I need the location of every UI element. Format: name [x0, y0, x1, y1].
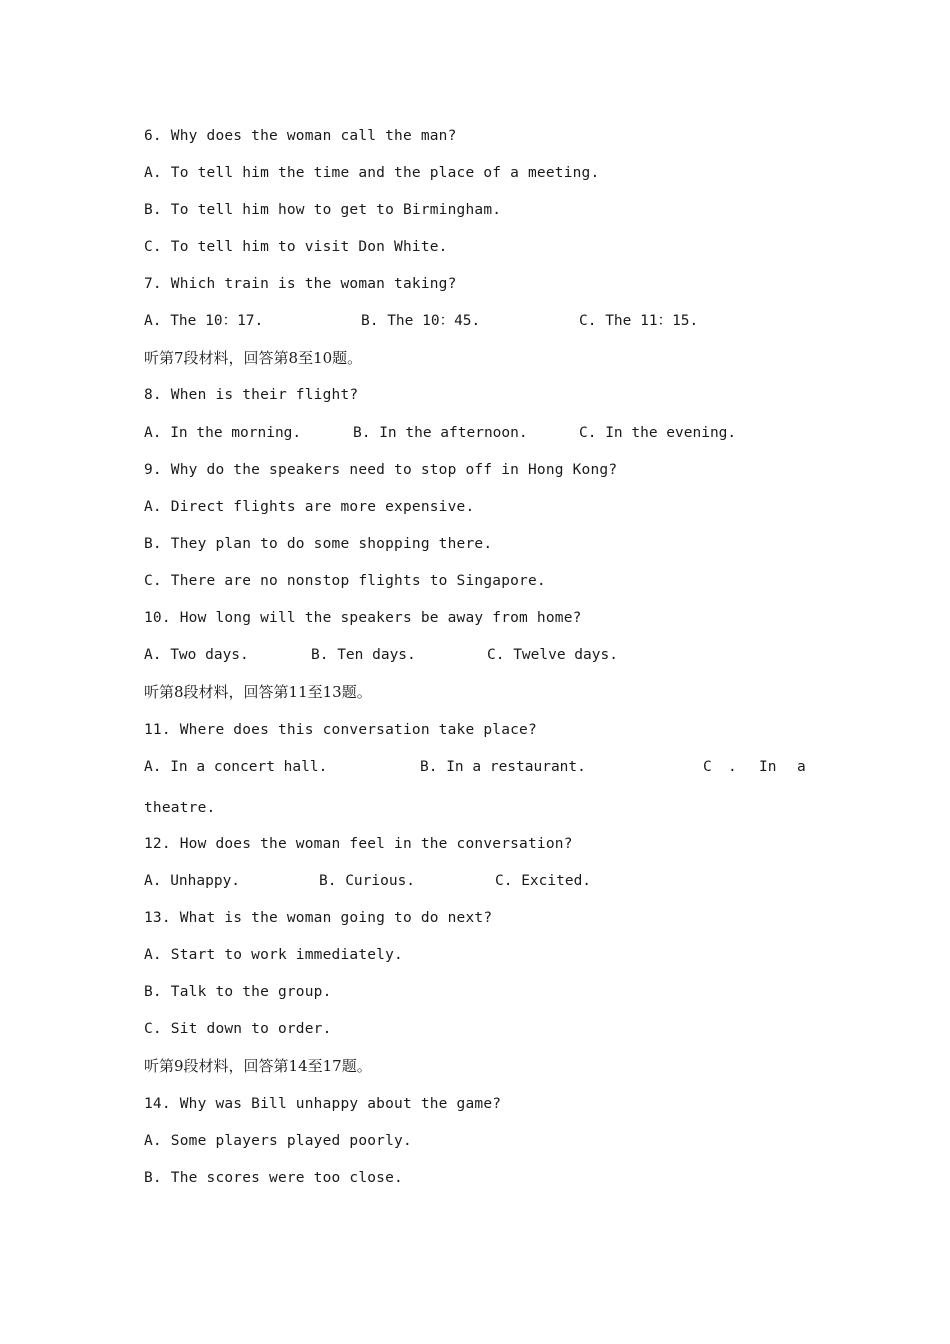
question-11-option-a: A. In a concert hall. [144, 759, 328, 775]
section-8-instruction: 听第8段材料，回答第11至13题。 [144, 683, 372, 701]
question-13-option-c: C. Sit down to order. [144, 1021, 332, 1037]
question-14-option-a: A. Some players played poorly. [144, 1133, 412, 1149]
question-10: 10. How long will the speakers be away from home? [144, 610, 582, 626]
question-11: 11. Where does this conversation take place? [144, 722, 537, 738]
question-11-option-b: B. In a restaurant. [420, 759, 586, 775]
question-10-option-b: B. Ten days. [311, 647, 416, 663]
question-14: 14. Why was Bill unhappy about the game? [144, 1096, 502, 1112]
question-8-option-b: B. In the afternoon. [353, 425, 528, 441]
question-13-option-a: A. Start to work immediately. [144, 947, 403, 963]
section-9-instruction: 听第9段材料，回答第14至17题。 [144, 1057, 372, 1075]
question-11-option-c-word-2: a [797, 759, 806, 775]
question-9: 9. Why do the speakers need to stop off in Hong Kong? [144, 462, 618, 478]
question-12-option-c: C. Excited. [495, 873, 592, 889]
question-12-option-b: B. Curious. [319, 873, 416, 889]
question-9-option-b: B. They plan to do some shopping there. [144, 536, 493, 552]
question-8: 8. When is their flight? [144, 387, 359, 403]
question-7-option-c: C. The 11：15. [579, 313, 699, 329]
question-13-option-b: B. Talk to the group. [144, 984, 332, 1000]
question-9-option-c: C. There are no nonstop flights to Singapore. [144, 573, 546, 589]
section-7-instruction: 听第7段材料，回答第8至10题。 [144, 349, 363, 367]
question-13: 13. What is the woman going to do next? [144, 910, 493, 926]
question-7-option-b: B. The 10：45. [361, 313, 481, 329]
question-10-option-c: C. Twelve days. [487, 647, 618, 663]
question-7: 7. Which train is the woman taking? [144, 276, 457, 292]
question-11-option-c-word-1: In [759, 759, 777, 775]
question-6-option-b: B. To tell him how to get to Birmingham. [144, 202, 502, 218]
question-8-option-c: C. In the evening. [579, 425, 737, 441]
question-6: 6. Why does the woman call the man? [144, 128, 457, 144]
question-11-option-c-dot: . [728, 759, 737, 775]
question-8-option-a: A. In the morning. [144, 425, 302, 441]
question-6-option-a: A. To tell him the time and the place of a meeting. [144, 165, 600, 181]
question-11-option-c-letter: C [703, 759, 712, 775]
question-10-option-a: A. Two days. [144, 647, 249, 663]
question-9-option-a: A. Direct flights are more expensive. [144, 499, 475, 515]
question-14-option-b: B. The scores were too close. [144, 1170, 403, 1186]
question-6-option-c: C. To tell him to visit Don White. [144, 239, 448, 255]
question-12: 12. How does the woman feel in the conversation? [144, 836, 573, 852]
question-11-option-c-wrap: theatre. [144, 800, 216, 816]
question-12-option-a: A. Unhappy. [144, 873, 241, 889]
question-7-option-a: A. The 10：17. [144, 313, 264, 329]
